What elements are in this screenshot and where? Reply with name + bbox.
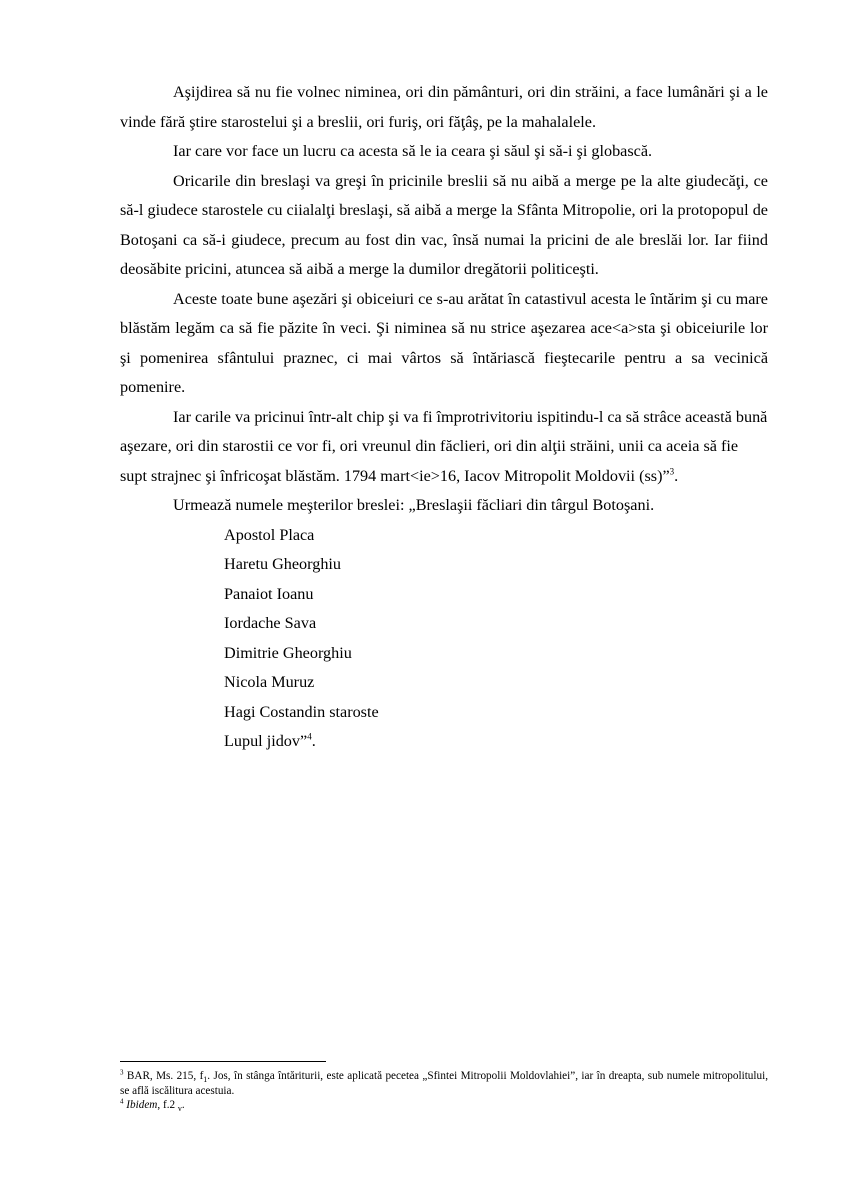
list-item: Hagi Costandin staroste	[224, 702, 379, 721]
footnote-3-marker: 3	[120, 1068, 124, 1077]
footnote-3-text: . Jos, în stânga întăriturii, este aplicată pecetea „Sfintei Mitropolii Moldovlahiei”, iar în dreapta, sub numele mitropolitului, se află iscălitura acestuia.	[120, 1070, 769, 1097]
footnote-4-text: , f.2	[157, 1099, 178, 1111]
list-item-text: Lupul jidov”	[224, 732, 308, 750]
paragraph-5-text: Iar carile va pricinui într-alt chip şi va fi împrotrivitoriu ispitindu-l ca să strâce această bună aşezare, ori din starostii ce vor fi, ori vreunul din făclieri, ori din alţii străini, unii ca aceia să fie supt strajnec şi înfricoşat blăstăm. 1794 mart<ie>16, Iacov Mitropolit Moldovii (ss)”	[120, 407, 768, 485]
list-item: Haretu Gheorghiu	[224, 555, 342, 573]
footnote-4-folio: v	[177, 1104, 182, 1114]
paragraph-5: Iar carile va pricinui într-alt chip şi va fi împrotrivitoriu ispitindu-l ca să strâce această bună aşezare, ori din starostii ce vor fi, ori vreunul din făclieri, ori din alţii străini, unii ca aceia să fie supt strajnec şi înfricoşat blăstăm. 1794 mart<ie>16, Iacov Mitropolit Moldovii (ss)”$^3$.	[120, 407, 768, 485]
list-item: Dimitrie Gheorghiu	[224, 643, 352, 662]
list-item: Panaiot Ioanu	[224, 584, 314, 603]
footnote-3	[120, 1069, 768, 1098]
craftsmen-list	[120, 521, 768, 757]
paragraph-4: Aceste toate bune aşezări şi obiceiuri ce s-au arătat în catastivul acesta le întărim şi cu mare blăstăm legăm ca să fie păzite în veci. Şi niminea să nu strice aşezarea ace<a>sta şi obiceiurile lor şi pomenirea sfântului praznec, ci mai vârtos să întăriască fieştecarile pentru a sa vecinică pomenire.	[120, 289, 768, 396]
footnote-4	[120, 1098, 768, 1113]
footnote-4-marker: 4	[120, 1097, 124, 1106]
footnote-4-end: .	[181, 1099, 185, 1111]
footnote-3-source: BAR, Ms. 215, f	[126, 1070, 204, 1082]
names-intro: Urmează numele meşterilor breslei: „Breslaşii făcliari din târgul Botoşani.	[173, 496, 655, 514]
list-item-last: Lupul jidov”$^4$.	[224, 731, 316, 750]
list-item: Apostol Placa	[224, 525, 315, 544]
footnotes	[120, 1069, 768, 1113]
paragraph-1: Aşijdirea să nu fie volnec niminea, ori din pământuri, ori din străini, a face lumânări şi a le vinde fără ştire starostelui şi a breslii, ori furiş, ori făţâş, pe la mahalalele.	[120, 83, 768, 131]
paragraph-3: Oricarile din breslaşi va greşi în pricinile breslii să nu aibă a merge pe la alte giudecăţi, ce să-l giudece starostele cu ciialalţi breslaşi, să aibă a merge la Sfânta Mitropolie, ori la protopopul de Botoşani ca să-i giudece, precum au fost din vac, însă numai la pricini de ale breslăi lor. Iar fiind deosăbite pricini, atuncea să aibă a merge la dumilor dregătorii politiceşti.	[120, 171, 768, 278]
list-item: Iordache Sava	[224, 614, 317, 632]
footnote-separator	[120, 1061, 326, 1062]
main-text	[120, 78, 768, 757]
footnote-3-folio: 1	[203, 1075, 208, 1085]
footnote-4-ibidem: Ibidem	[126, 1099, 158, 1111]
footnote-ref-4[interactable]: 4	[307, 731, 312, 742]
footnote-ref-3[interactable]: 3	[669, 466, 675, 477]
paragraph-2: Iar care vor face un lucru ca acesta să le ia ceara şi săul şi să-i şi globască.	[173, 142, 653, 160]
list-item: Nicola Muruz	[224, 673, 315, 691]
